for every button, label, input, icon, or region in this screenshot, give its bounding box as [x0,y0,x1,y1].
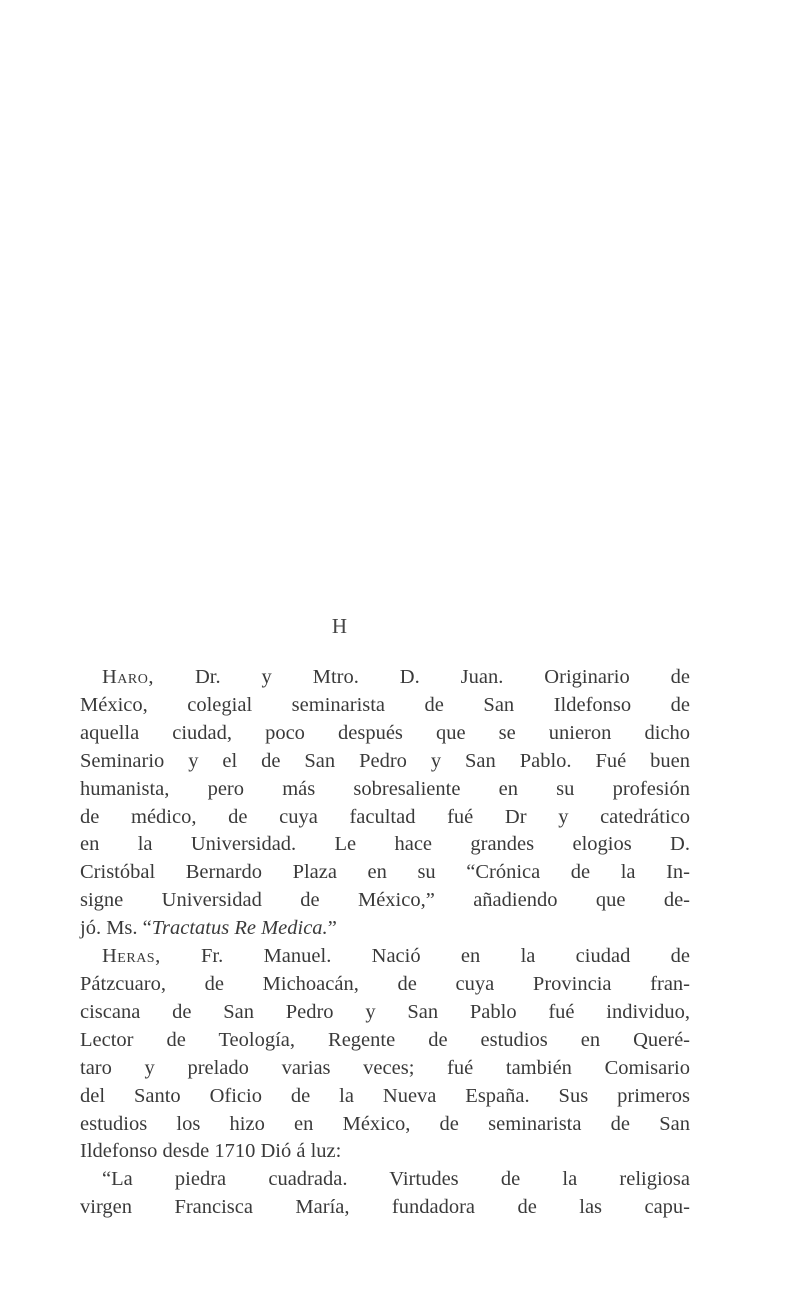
entry-heras-line-3: ciscana de San Pedro y San Pablo fué individuo, [80,1000,690,1023]
work-title: Tractatus Re Medica. [151,917,328,940]
entry-heras-line-8: Ildefonso desde 1710 Dió á luz: [80,1140,342,1163]
entry-haro-line-2: México, colegial seminarista de San Ildefonso de [80,693,690,716]
section-letter: H [331,614,349,638]
entry-haro-line-5: humanista, pero más sobresaliente en su profesión [80,777,690,800]
entry-heras-line-6: del Santo Oficio de la Nueva España. Sus primeros [80,1084,690,1107]
entry-haro-line-10: jó. Ms. “Tractatus Re Medica.” [80,917,337,940]
entry-haro-line-1: Haro, Dr. y Mtro. D. Juan. Originario de [102,666,690,688]
entry-haro-line-9: signe Universidad de México,” añadiendo que de- [80,889,690,912]
entry-haro-line-3: aquella ciudad, poco después que se unieron dicho [80,721,690,744]
entry-haro-line-6: de médico, de cuya facultad fué Dr y catedrático [80,805,690,828]
page-text [80,664,690,1222]
entry-heras-line-10: virgen Francisca María, fundadora de las capu- [80,1196,690,1219]
entry-heras-headword: Heras, [102,945,161,968]
entry-haro-line-4: Seminario y el de San Pedro y San Pablo. Fué buen [80,749,690,772]
entry-haro-line-8: Cristóbal Bernardo Plaza en su “Crónica de la In- [80,861,690,884]
entry-heras-line-2: Pátzcuaro, de Michoacán, de cuya Provincia fran- [80,972,690,995]
entry-heras-line-7: estudios los hizo en México, de seminarista de San [80,1112,690,1135]
entry-heras-line-5: taro y prelado varias veces; fué también Comisario [80,1056,690,1079]
entry-heras-line-4: Lector de Teología, Regente de estudios en Queré- [80,1028,690,1051]
entry-heras-line-9: “La piedra cuadrada. Virtudes de la religiosa [102,1168,690,1191]
entry-heras-line-1: Heras, Fr. Manuel. Nació en la ciudad de [102,945,690,968]
entry-haro-line-7: en la Universidad. Le hace grandes elogios D. [80,833,690,856]
entry-haro-headword: Haro, [102,666,154,688]
